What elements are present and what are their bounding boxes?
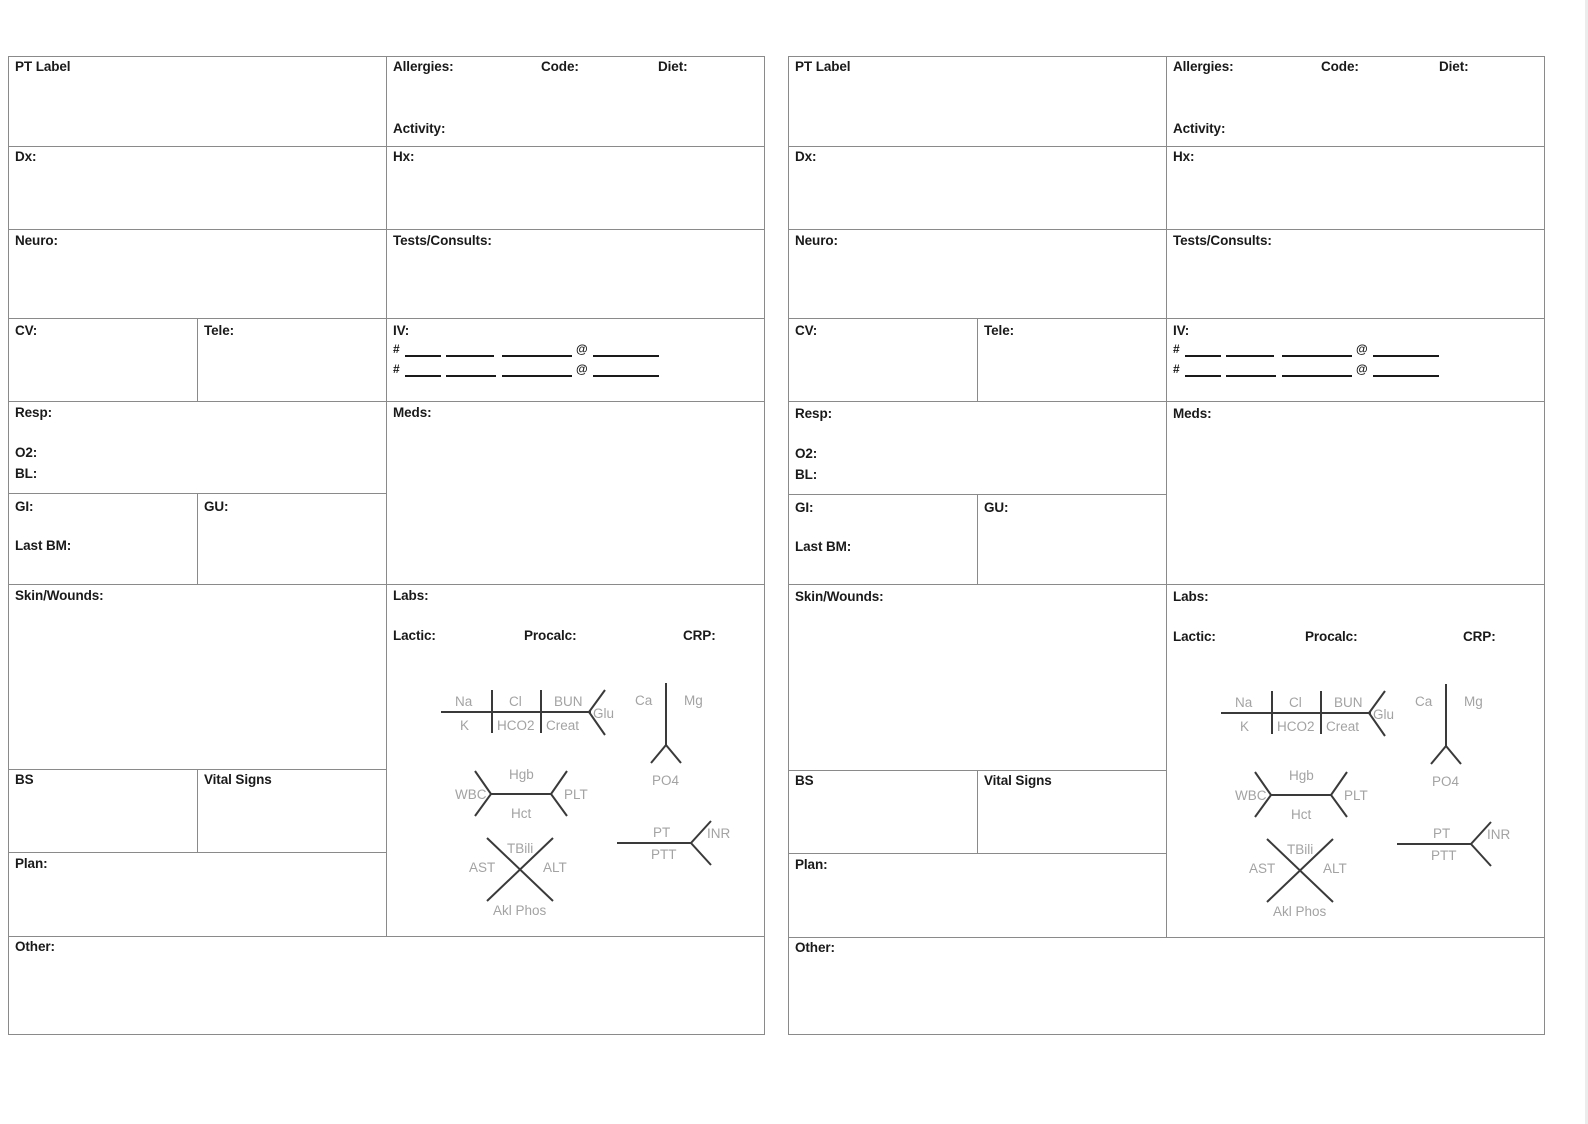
iv-blank <box>1185 355 1221 357</box>
o2-label: O2: <box>795 446 818 461</box>
iv-blank <box>1282 355 1352 357</box>
gi-label: GI: <box>15 499 34 514</box>
hct-label: Hct <box>1291 807 1312 822</box>
mg-label: Mg <box>684 693 703 708</box>
mineral-fishbone <box>635 683 703 788</box>
k-label: K <box>1240 719 1250 734</box>
hx-label: Hx: <box>393 149 415 164</box>
ast-label: AST <box>1249 861 1276 876</box>
lab-fishbone-diagram <box>429 675 749 925</box>
bun-label: BUN <box>554 694 583 709</box>
tbili-label: TBili <box>507 841 534 856</box>
iv-blank <box>1373 355 1439 357</box>
iv-blank <box>446 375 496 377</box>
iv-at: @ <box>576 342 588 356</box>
iv-at: @ <box>576 362 588 376</box>
glu-label: Glu <box>1373 707 1395 722</box>
iv-label: IV: <box>393 323 410 338</box>
bun-label: BUN <box>1334 695 1363 710</box>
tbili-label: TBili <box>1287 842 1314 857</box>
hgb-label: Hgb <box>509 767 534 782</box>
crp-label: CRP: <box>1463 629 1496 644</box>
hgb-label: Hgb <box>1289 768 1314 783</box>
procalc-label: Procalc: <box>1305 629 1358 644</box>
alk-phos-label: Akl Phos <box>493 903 547 918</box>
crp-label: CRP: <box>683 628 716 643</box>
inr-label: INR <box>707 826 731 841</box>
cl-label: Cl <box>509 694 522 709</box>
plan-label: Plan: <box>15 856 48 871</box>
ptt-label: PTT <box>651 847 677 862</box>
pt-label-diagram: PT <box>1433 826 1451 841</box>
lab-fishbone-diagram <box>1209 676 1529 926</box>
iv-blank <box>405 375 441 377</box>
wbc-label: WBC <box>1235 788 1267 803</box>
other-label: Other: <box>795 940 835 955</box>
coag-fishbone <box>617 821 731 865</box>
iv-label: IV: <box>1173 323 1190 338</box>
plan-label: Plan: <box>795 857 828 872</box>
hco2-label: HCO2 <box>497 718 535 733</box>
alt-label: ALT <box>1323 861 1347 876</box>
iv-blank <box>502 375 572 377</box>
po4-label: PO4 <box>652 773 680 788</box>
inr-label: INR <box>1487 827 1511 842</box>
neuro-label: Neuro: <box>795 233 838 248</box>
creat-label: Creat <box>546 718 580 733</box>
gi-label: GI: <box>795 500 814 515</box>
report-sheet-left <box>8 56 765 1035</box>
diet-label: Diet: <box>1439 59 1469 74</box>
skin-wounds-label: Skin/Wounds: <box>15 588 104 603</box>
cbc-fishbone <box>1235 768 1368 822</box>
allergies-label: Allergies: <box>393 59 454 74</box>
tele-label: Tele: <box>984 323 1015 338</box>
iv-at: @ <box>1356 342 1368 356</box>
wbc-label: WBC <box>455 787 487 802</box>
ca-label: Ca <box>635 693 653 708</box>
alt-label: ALT <box>543 860 567 875</box>
cl-label: Cl <box>1289 695 1302 710</box>
iv-blank <box>405 355 441 357</box>
hct-label: Hct <box>511 806 532 821</box>
neuro-label: Neuro: <box>15 233 58 248</box>
code-label: Code: <box>1321 59 1359 74</box>
other-label: Other: <box>15 939 55 954</box>
activity-label: Activity: <box>393 121 446 136</box>
procalc-label: Procalc: <box>524 628 577 643</box>
code-label: Code: <box>541 59 579 74</box>
lft-fishbone <box>1249 839 1347 919</box>
allergies-label: Allergies: <box>1173 59 1234 74</box>
alk-phos-label: Akl Phos <box>1273 904 1327 919</box>
bmp-fishbone <box>1221 691 1394 736</box>
glu-label: Glu <box>593 706 615 721</box>
vital-signs-label: Vital Signs <box>984 773 1052 788</box>
iv-hash: # <box>393 342 400 356</box>
iv-hash: # <box>393 362 400 376</box>
column-divider <box>977 770 978 853</box>
gu-label: GU: <box>984 500 1009 515</box>
iv-hash: # <box>1173 362 1180 376</box>
na-label: Na <box>455 694 473 709</box>
o2-label: O2: <box>15 445 38 460</box>
iv-at: @ <box>1356 362 1368 376</box>
cv-label: CV: <box>15 323 38 338</box>
resp-label: Resp: <box>15 405 53 420</box>
resp-label: Resp: <box>795 406 833 421</box>
bs-label: BS <box>15 772 34 787</box>
iv-blank <box>446 355 494 357</box>
lft-fishbone <box>469 838 567 918</box>
iv-blank <box>593 375 659 377</box>
dx-label: Dx: <box>795 149 817 164</box>
column-divider <box>386 57 387 936</box>
dx-label: Dx: <box>15 149 37 164</box>
mineral-fishbone <box>1415 684 1483 789</box>
gu-label: GU: <box>204 499 229 514</box>
bmp-fishbone <box>441 690 614 735</box>
ast-label: AST <box>469 860 496 875</box>
lactic-label: Lactic: <box>1173 629 1216 644</box>
column-divider <box>197 318 198 401</box>
pt-label: PT Label <box>15 59 71 74</box>
diet-label: Diet: <box>658 59 688 74</box>
iv-blank <box>1226 375 1276 377</box>
iv-blank <box>502 355 572 357</box>
pt-label: PT Label <box>795 59 851 74</box>
divider <box>9 936 764 937</box>
po4-label: PO4 <box>1432 774 1460 789</box>
mg-label: Mg <box>1464 694 1483 709</box>
skin-wounds-label: Skin/Wounds: <box>795 589 884 604</box>
pt-label-diagram: PT <box>653 825 671 840</box>
column-divider <box>197 769 198 852</box>
iv-blank <box>1226 355 1274 357</box>
meds-label: Meds: <box>393 405 432 420</box>
bl-label: BL: <box>15 466 38 481</box>
creat-label: Creat <box>1326 719 1360 734</box>
bs-label: BS <box>795 773 814 788</box>
iv-blank <box>1373 375 1439 377</box>
iv-hash: # <box>1173 342 1180 356</box>
tele-label: Tele: <box>204 323 235 338</box>
bl-label: BL: <box>795 467 818 482</box>
vital-signs-label: Vital Signs <box>204 772 272 787</box>
last-bm-label: Last BM: <box>15 538 72 553</box>
iv-blank <box>593 355 659 357</box>
hco2-label: HCO2 <box>1277 719 1315 734</box>
column-divider <box>977 494 978 584</box>
ca-label: Ca <box>1415 694 1433 709</box>
labs-label: Labs: <box>393 588 429 603</box>
meds-label: Meds: <box>1173 406 1212 421</box>
plt-label: PLT <box>1344 788 1368 803</box>
cv-label: CV: <box>795 323 818 338</box>
coag-fishbone <box>1397 822 1511 866</box>
tests-consults-label: Tests/Consults: <box>393 233 492 248</box>
k-label: K <box>460 718 470 733</box>
iv-blank <box>1185 375 1221 377</box>
activity-label: Activity: <box>1173 121 1226 136</box>
tests-consults-label: Tests/Consults: <box>1173 233 1272 248</box>
hx-label: Hx: <box>1173 149 1195 164</box>
cbc-fishbone <box>455 767 588 821</box>
column-divider <box>1166 57 1167 937</box>
lactic-label: Lactic: <box>393 628 436 643</box>
plt-label: PLT <box>564 787 588 802</box>
labs-label: Labs: <box>1173 589 1209 604</box>
divider <box>789 937 1544 938</box>
ptt-label: PTT <box>1431 848 1457 863</box>
column-divider <box>197 493 198 584</box>
last-bm-label: Last BM: <box>795 539 852 554</box>
column-divider <box>977 318 978 401</box>
divider <box>9 852 386 853</box>
na-label: Na <box>1235 695 1253 710</box>
iv-blank <box>1282 375 1352 377</box>
divider <box>789 853 1166 854</box>
report-sheet-right <box>788 56 1545 1035</box>
